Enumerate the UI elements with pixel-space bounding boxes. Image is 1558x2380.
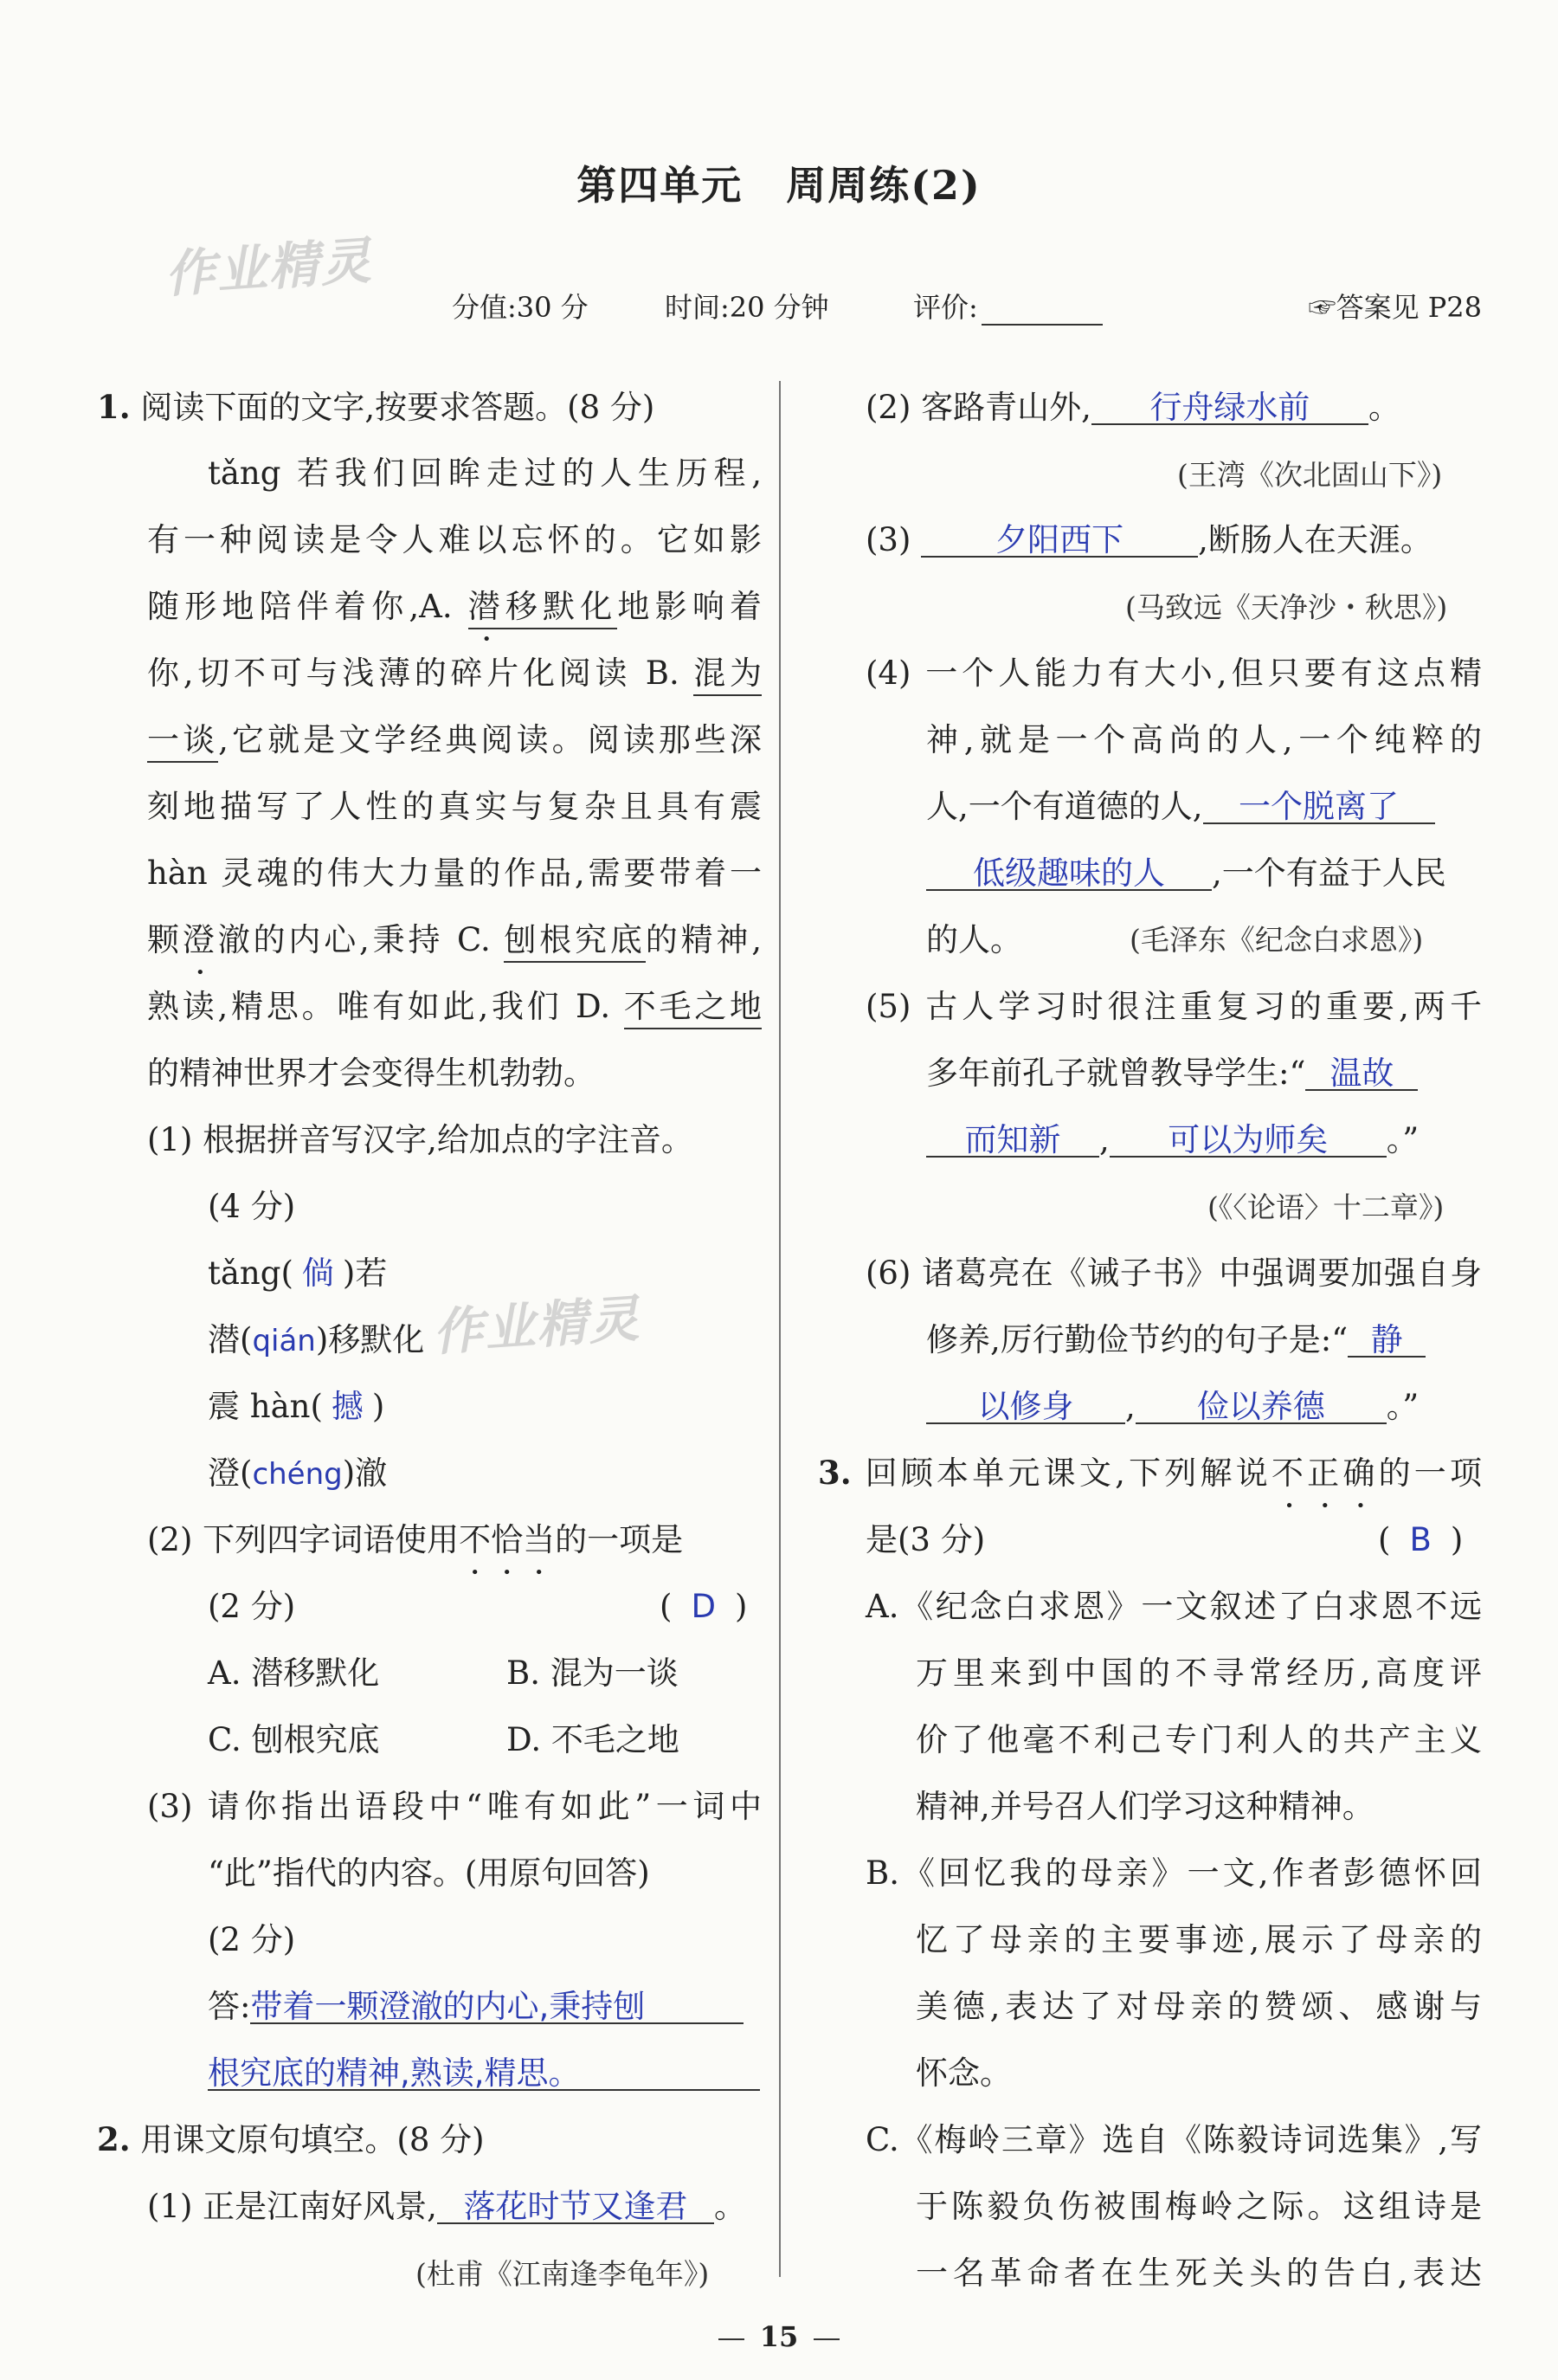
passage-line-3: 随形地陪伴着你,A. 潜移默化地影响着 [147, 590, 762, 622]
q3-option-c-line-3: 一名革命者在生死关头的告白,表达 [916, 2254, 1482, 2292]
handwritten-answer: B [1409, 1521, 1432, 1558]
q2-item-4-source: (毛泽东《纪念白求恩》) [1130, 923, 1424, 957]
q2-item-1-source: (杜甫《江南逢李龟年》) [415, 2257, 710, 2291]
q1-p2-points: (2 分) [208, 1588, 296, 1625]
q2-item-3: (3) 夕阳西下 ,断肠人在天涯。 [866, 521, 1432, 558]
handwritten-answer: 夕阳西下 [921, 524, 1198, 558]
page-title [0, 154, 1558, 211]
pinyin-item-2: 潜(qián)移默化 [208, 1321, 425, 1358]
q3-option-a-line-3: 价了他毫不利己专门利人的共产主义 [916, 1721, 1482, 1758]
handwritten-answer: 倘 [301, 1254, 334, 1292]
handwritten-answer: 而知新 [926, 1124, 1099, 1158]
q3-option-b-line-4: 怀念。 [916, 2054, 1012, 2092]
handwritten-answer: 行舟绿水前 [1091, 391, 1368, 425]
handwritten-answer: 带着一颗澄澈的内心,秉持刨 [250, 1990, 744, 2024]
title-week: 周周练(2) [786, 162, 982, 209]
passage-line-7: hàn 灵魂的伟大力量的作品,需要带着一 [147, 855, 762, 892]
q2-item-2-source: (王湾《次北固山下》) [1177, 458, 1443, 492]
q3-option-a-line-1: A.《纪念白求恩》一文叙述了白求恩不远 [866, 1588, 1482, 1625]
q3-option-c-line-2: 于陈毅负伤被围梅岭之际。这组诗是 [916, 2188, 1482, 2225]
q1-stem-text: 阅读下面的文字,按要求答题。(8 分) [140, 389, 655, 426]
passage-line-4: 你,切不可与浅薄的碎片化阅读 B. 混为 [147, 657, 762, 689]
q3-option-b-line-1: B.《回忆我的母亲》一文,作者彭德怀回 [866, 1854, 1482, 1892]
q2-item-4-line-2: 神,就是一个高尚的人,一个纯粹的 [926, 721, 1482, 758]
q2-stem [97, 2120, 485, 2158]
q2-item-5-line-1: (5) 古人学习时很注重复习的重要,两千 [866, 988, 1482, 1025]
q1-p1-points: (4 分) [208, 1188, 296, 1225]
q2-number: 2. [97, 2120, 131, 2158]
q2-item-4-line-4: 低级趣味的人 ,一个有益于人民 [926, 857, 1446, 891]
option-c: C. 刨根究底 [208, 1721, 380, 1758]
q2-item-2: (2) 客路青山外, 行舟绿水前 。 [866, 389, 1400, 426]
pinyin-item-3: 震 hàn( 撼 ) [208, 1388, 385, 1425]
q2-item-6-line-1: (6) 诸葛亮在《诫子书》中强调要加强自身 [866, 1254, 1482, 1292]
q1-number: 1. [97, 388, 131, 426]
q2-item-1: (1) 正是江南好风景, 落花时节又逢君 。 [147, 2188, 746, 2225]
title-unit: 第四单元 [576, 162, 744, 209]
passage-line-6: 刻地描写了人性的真实与复杂且具有震 [147, 788, 762, 825]
passage-line-2: 有一种阅读是令人难以忘怀的。它如影 [147, 521, 762, 558]
handwritten-answer: chéng [252, 1457, 343, 1492]
handwritten-answer: 以修身 [926, 1390, 1125, 1424]
q2-item-4-line-3: 人,一个有道德的人, 一个脱离了 [926, 790, 1435, 824]
handwritten-answer: 温故 [1305, 1057, 1418, 1091]
option-b: B. 混为一谈 [506, 1654, 679, 1692]
watermark-logo: 作业精灵 [163, 230, 375, 305]
pinyin-item-4: 澄(chéng)澈 [208, 1454, 388, 1492]
option-a: A. 潜移默化 [208, 1654, 380, 1692]
option-d: D. 不毛之地 [506, 1721, 679, 1758]
answer-reference: ☞答案见 P28 [1308, 291, 1482, 324]
passage-line-8: 颗澄澈的内心,秉持 C. 刨根究底的精神, [147, 924, 762, 956]
passage-line-5: 一谈,它就是文学经典阅读。阅读那些深 [147, 724, 762, 756]
handwritten-answer: 俭以养德 [1136, 1390, 1387, 1424]
underlined-word-b: 混为 [693, 655, 762, 696]
q3-option-b-line-3: 美德,表达了对母亲的赞颂、感谢与 [916, 1988, 1482, 2025]
q1-p2-label: (2) 下列四字词语使用不恰当的一项是 [147, 1521, 684, 1558]
q3-option-c-line-1: C.《梅岭三章》选自《陈毅诗词选集》,写 [866, 2121, 1482, 2158]
pinyin-item-1: tǎng( 倘 )若 [208, 1254, 388, 1292]
underlined-word-a: 潜移默化 [468, 588, 618, 629]
column-divider [779, 381, 781, 2277]
q2-item-5-line-3: 而知新 , 可以为师矣 。” [926, 1124, 1419, 1158]
handwritten-answer: 撼 [331, 1388, 364, 1425]
q2-item-4-line-1: (4) 一个人能力有大小,但只要有这点精 [866, 655, 1482, 692]
q1-p3-label-1: (3) 请你指出语段中“唯有如此”一词中 [147, 1788, 762, 1825]
q1-p3-answer-line-1 [208, 1990, 744, 2024]
q3-answer-bracket: ( B ) [1378, 1521, 1464, 1558]
q3-option-b-line-2: 忆了母亲的主要事迹,展示了母亲的 [916, 1921, 1482, 1958]
page-number-text: 15 [759, 2320, 799, 2353]
q1-p3-points: (2 分) [208, 1921, 296, 1958]
q3-option-a-line-2: 万里来到中国的不寻常经历,高度评 [916, 1654, 1482, 1692]
q3-stem-line-2: 是(3 分) [866, 1521, 986, 1558]
q3-option-a-line-4: 精神,并号召人们学习这种精神。 [916, 1788, 1375, 1825]
q1-p3-label-2: “此”指代的内容。(用原句回答) [208, 1854, 650, 1892]
q1-p3-answer-line-2 [208, 2054, 760, 2092]
q2-stem-text: 用课文原句填空。(8 分) [140, 2121, 485, 2158]
q2-item-4-line-5: 的人。 [926, 921, 1022, 958]
q1-p2-answer-bracket: ( D ) [660, 1588, 748, 1625]
rating-field [913, 286, 1103, 326]
q2-item-6-line-2: 修养,厉行勤俭节约的句子是:“ 静 [926, 1324, 1426, 1358]
passage-line-1: tǎng 若我们回眸走过的人生历程, [208, 455, 762, 492]
handwritten-answer: 根究底的精神,熟读,精思。 [208, 2057, 760, 2091]
handwritten-answer: D [691, 1588, 716, 1625]
q2-item-6-line-3: 以修身 , 俭以养德 。” [926, 1390, 1419, 1424]
score-text: 分值:30 分 [452, 291, 589, 324]
time-text: 时间:20 分钟 [665, 291, 829, 324]
q2-item-5-line-2: 多年前孔子就曾教导学生:“ 温故 [926, 1057, 1418, 1091]
passage-line-9: 熟读,精思。唯有如此,我们 D. 不毛之地 [147, 990, 762, 1022]
handwritten-answer: 静 [1348, 1324, 1426, 1358]
handwritten-answer: 一个脱离了 [1203, 790, 1435, 824]
watermark-logo: 作业精灵 [430, 1288, 643, 1363]
underlined-word-d: 不毛之地 [624, 988, 762, 1029]
handwritten-answer: 可以为师矣 [1110, 1124, 1387, 1158]
handwritten-answer: 低级趣味的人 [926, 857, 1212, 891]
q1-p1-label: (1) 根据拼音写汉字,给加点的字注音。 [147, 1121, 693, 1158]
underlined-word-b-cont: 一谈 [147, 721, 218, 763]
answer-label: 答: [208, 1988, 251, 2025]
rating-blank [982, 298, 1103, 326]
rating-label: 评价: [913, 291, 978, 324]
handwritten-answer: 落花时节又逢君 [437, 2190, 714, 2224]
q2-item-3-source: (马致远《天净沙・秋思》) [1125, 590, 1448, 624]
passage-line-10: 的精神世界才会变得生机勃勃。 [147, 1055, 596, 1092]
q2-item-5-source: (《〈论语〉十二章》) [1207, 1190, 1445, 1224]
page-number [0, 2320, 1558, 2353]
underlined-word-c: 刨根究底 [504, 921, 645, 963]
q1-stem [97, 388, 655, 426]
q3-stem-line-1: 3. 回顾本单元课文,下列解说不正确的一项 [818, 1454, 1483, 1492]
handwritten-answer: qián [252, 1324, 316, 1358]
q3-number: 3. [818, 1454, 852, 1492]
